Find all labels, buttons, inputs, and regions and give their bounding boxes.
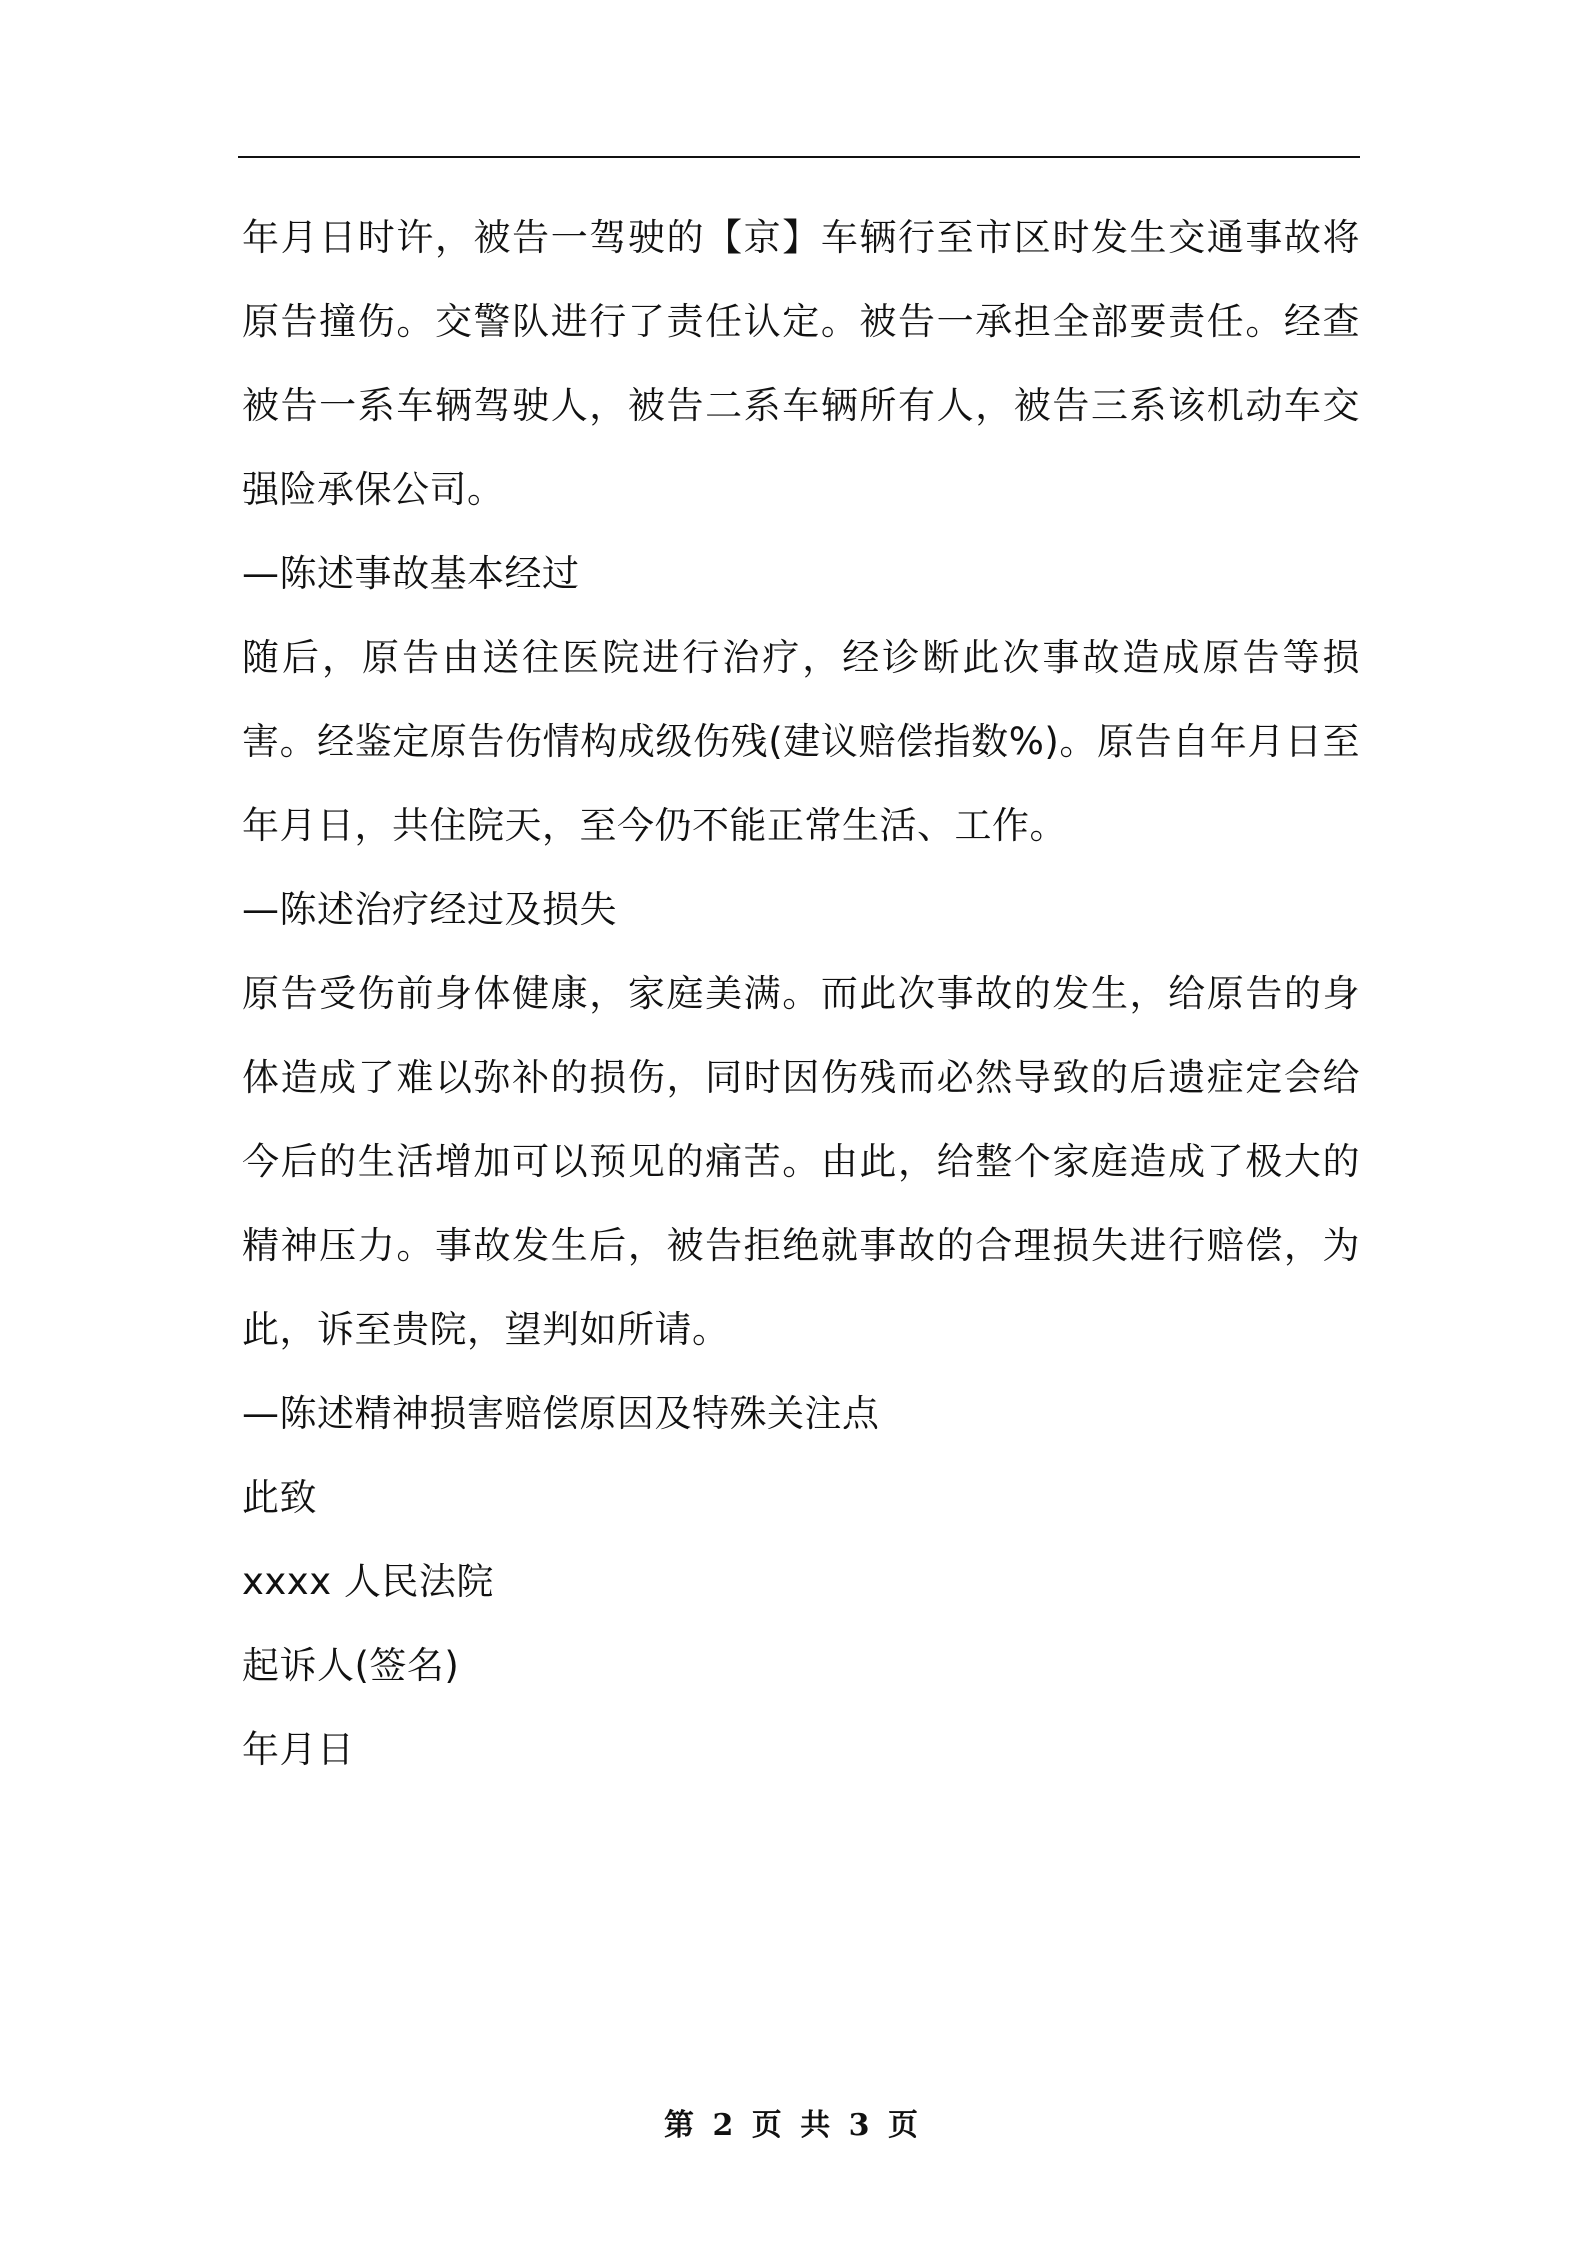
- note-accident-process: —陈述事故基本经过: [242, 552, 580, 595]
- plaintiff-signature: 起诉人(签名): [242, 1644, 460, 1687]
- paragraph-mental-damage: 原告受伤前身体健康，家庭美满。而此次事故的发生，给原告的身体造成了难以弥补的损伤，同时因伤残而必然导致的后遗症定会给今后的生活增加可以预见的痛苦。由此，给整个家庭造成了极大的精神压力。事故发生后，被告拒绝就事故的合理损失进行赔偿，为此，诉至贵院，望判如所请。: [242, 972, 1360, 1351]
- paragraph-accident-facts: 年月日时许，被告一驾驶的【京】车辆行至市区时发生交通事故将原告撞伤。交警队进行了责任认定。被告一承担全部要责任。经查被告一系车辆驾驶人，被告二系车辆所有人，被告三系该机动车交强险承保公司。: [242, 216, 1360, 511]
- signature-date: 年月日: [242, 1728, 355, 1771]
- document-body: [242, 196, 1360, 1792]
- paragraph-treatment: 随后，原告由送往医院进行治疗，经诊断此次事故造成原告等损害。经鉴定原告伤情构成级伤残(建议赔偿指数%)。原告自年月日至年月日，共住院天，至今仍不能正常生活、工作。: [242, 636, 1360, 847]
- note-treatment-loss: —陈述治疗经过及损失: [242, 888, 617, 931]
- court-name: xxxx 人民法院: [242, 1560, 494, 1603]
- closing-salutation: 此致: [242, 1476, 317, 1519]
- header-divider: [238, 156, 1360, 158]
- note-mental-damage: —陈述精神损害赔偿原因及特殊关注点: [242, 1392, 880, 1435]
- page-number: 第 2 页 共 3 页: [664, 2108, 922, 2143]
